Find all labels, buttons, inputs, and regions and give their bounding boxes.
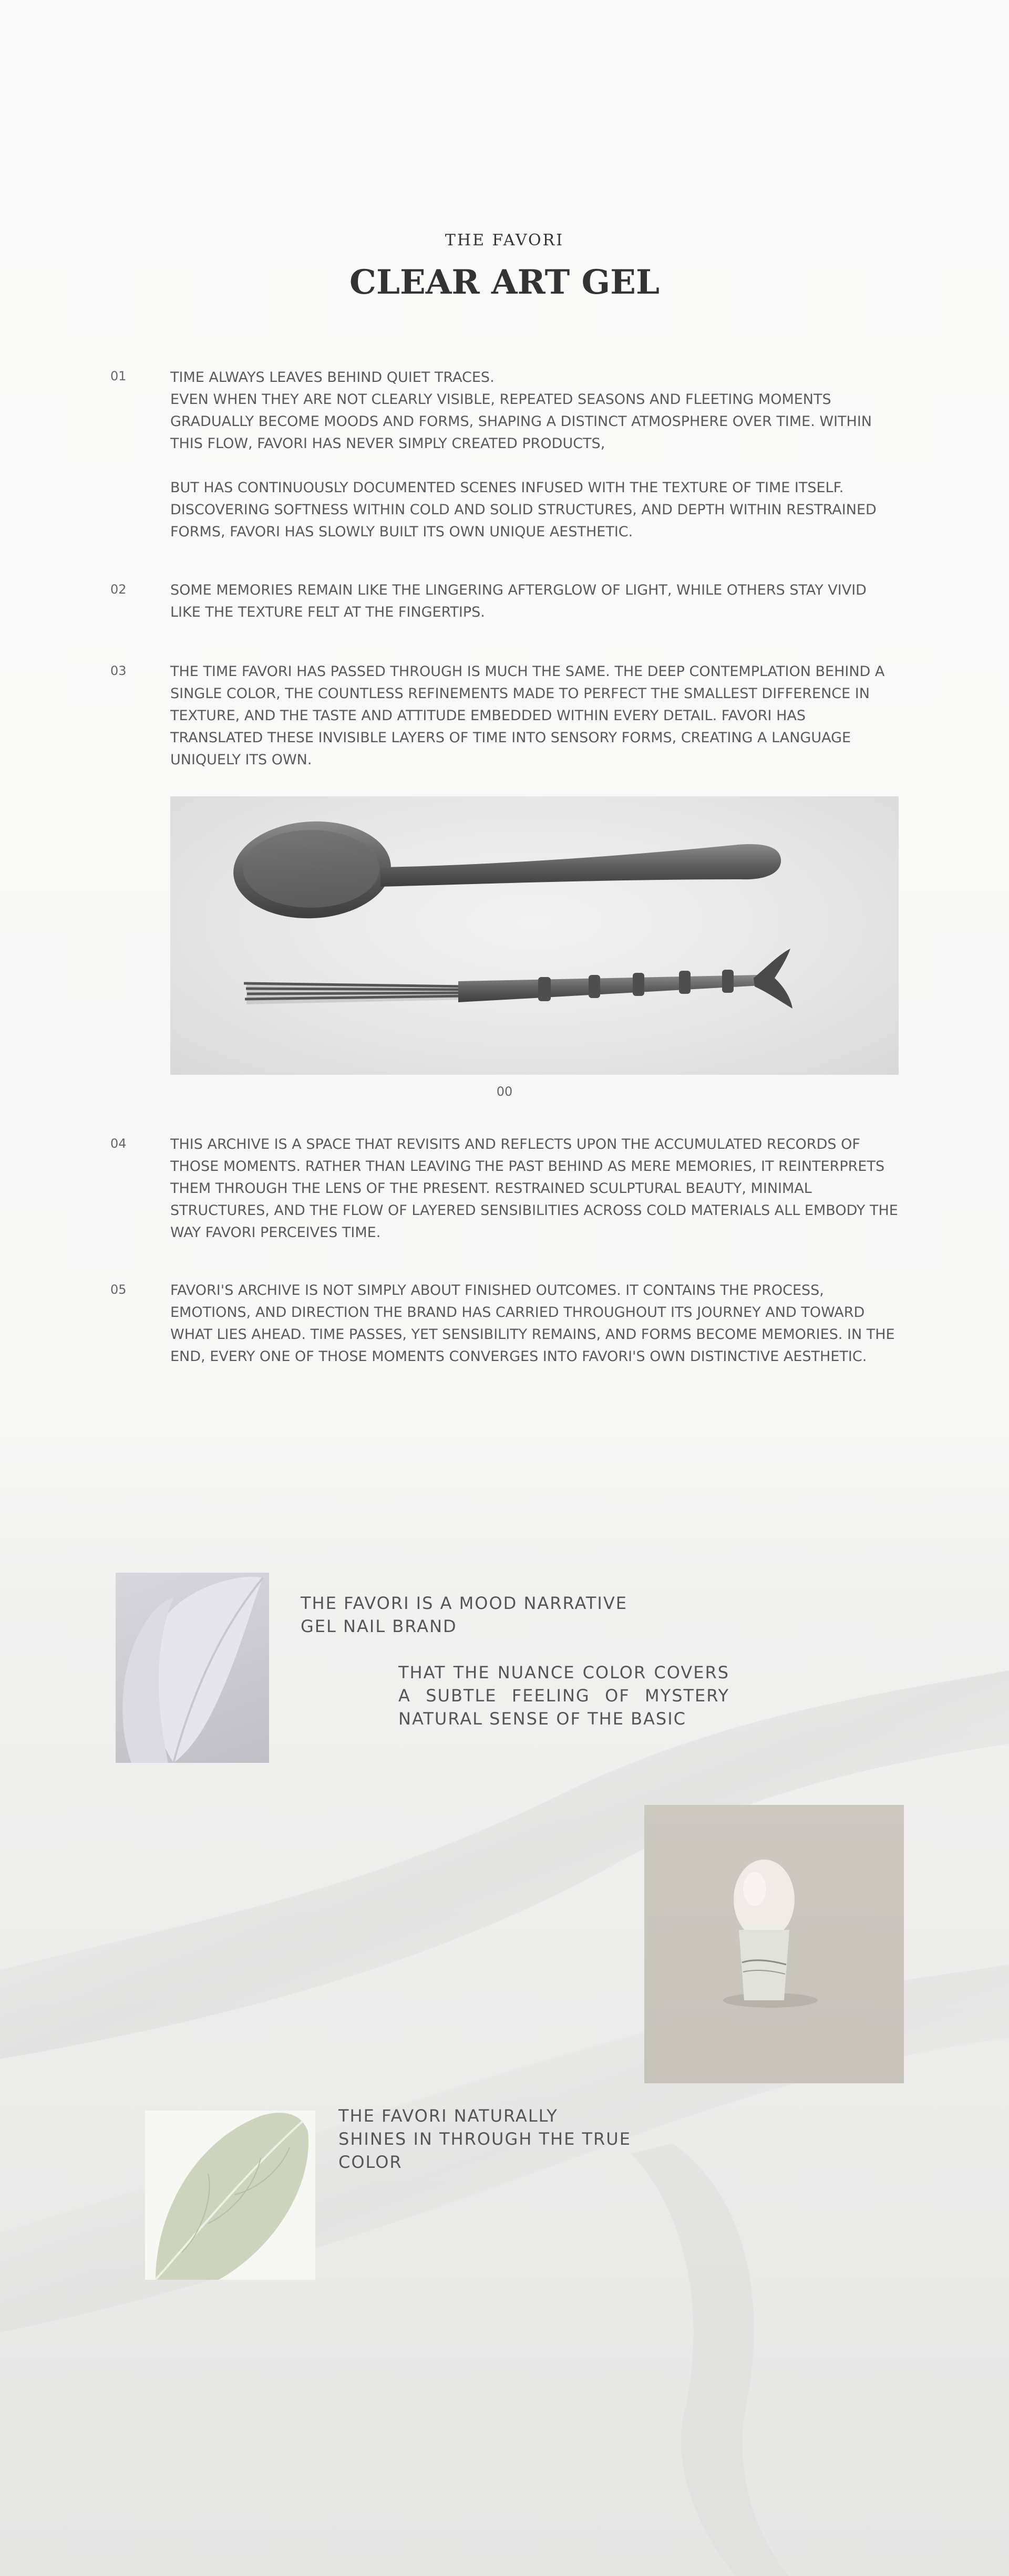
section-text: THIS ARCHIVE IS A SPACE THAT REVISITS AND REFLECTS UPON THE ACCUMULATED RECORDS OF THOSE MOMENTS. RATHER THAN LEAVING THE PAST BEHIND AS MERE MEMORIES, IT REINTERPRETS THEM THROUGH THE LENS OF THE PRESENT. RESTRAINED SCULPTURAL BEAUTY, MINIMAL STRUCTURES, AND THE FLOW OF LAYERED SENSIBILITIES ACROSS COLD MATERIALS ALL EMBODY THE WAY FAVORI PERCEIVES TIME.	[170, 1136, 898, 1241]
page-title: CLEAR ART GEL	[349, 263, 660, 302]
photo-caption: 00	[496, 1084, 513, 1099]
section-number: 05	[110, 1282, 127, 1297]
cutlery-photo	[170, 796, 899, 1075]
section-text: BUT HAS CONTINUOUSLY DOCUMENTED SCENES INFUSED WITH THE TEXTURE OF TIME ITSELF. DISCOVERING SOFTNESS WITHIN COLD AND SOLID STRUCTURES, AND DEPTH WITHIN RESTRAINED FORMS, FAVORI HAS SLOWLY BUILT ITS OWN UNIQUE AESTHETIC.	[170, 480, 877, 540]
mood-subtext: THAT THE NUANCE COLOR COVERS A SUBTLE FEELING OF MYSTERY NATURAL SENSE OF THE BASIC	[398, 1663, 729, 1729]
brand-label: THE FAVORI	[445, 231, 564, 250]
green-leaf-image	[145, 2111, 315, 2280]
section-text: TIME ALWAYS LEAVES BEHIND QUIET TRACES.	[170, 369, 495, 386]
shine-text: THE FAVORI NATURALLY SHINES IN THROUGH THE TRUE COLOR	[338, 2106, 631, 2172]
spoon-and-fork-image	[170, 796, 899, 1075]
textured-leaf-image	[116, 1573, 269, 1763]
egg-in-cup-photo	[644, 1805, 904, 2083]
section-number: 01	[110, 369, 127, 383]
section-number: 02	[110, 582, 127, 597]
section-text: THE TIME FAVORI HAS PASSED THROUGH IS MUCH THE SAME. THE DEEP CONTEMPLATION BEHIND A SINGLE COLOR, THE COUNTLESS REFINEMENTS MADE TO PERFECT THE SMALLEST DIFFERENCE IN TEXTURE, AND THE TASTE AND ATTITUDE EMBEDDED WITHIN EVERY DETAIL. FAVORI HAS TRANSLATED THESE INVISIBLE LAYERS OF TIME INTO SENSORY FORMS, CREATING A LANGUAGE UNIQUELY ITS OWN.	[170, 663, 885, 768]
mood-headline: THE FAVORI IS A MOOD NARRATIVE GEL NAIL BRAND	[301, 1593, 627, 1636]
section-number: 04	[110, 1136, 127, 1151]
section-number: 03	[110, 663, 127, 678]
green-leaf-photo	[145, 2111, 315, 2280]
section-text: EVEN WHEN THEY ARE NOT CLEARLY VISIBLE, REPEATED SEASONS AND FLEETING MOMENTS GRADUALLY BECOME MOODS AND FORMS, SHAPING A DISTINCT ATMOSPHERE OVER TIME. WITHIN THIS FLOW, FAVORI HAS NEVER SIMPLY CREATED PRODUCTS,	[170, 391, 872, 452]
textured-leaf-photo	[116, 1573, 269, 1763]
section-text: FAVORI'S ARCHIVE IS NOT SIMPLY ABOUT FINISHED OUTCOMES. IT CONTAINS THE PROCESS, EMOTIONS, AND DIRECTION THE BRAND HAS CARRIED THROUGHOUT ITS JOURNEY AND TOWARD WHAT LIES AHEAD. TIME PASSES, YET SENSIBILITY REMAINS, AND FORMS BECOME MEMORIES. IN THE END, EVERY ONE OF THOSE MOMENTS CONVERGES INTO FAVORI'S OWN DISTINCTIVE AESTHETIC.	[170, 1282, 895, 1365]
section-text: SOME MEMORIES REMAIN LIKE THE LINGERING AFTERGLOW OF LIGHT, WHILE OTHERS STAY VIVID LIKE THE TEXTURE FELT AT THE FINGERTIPS.	[170, 582, 867, 620]
egg-image	[644, 1805, 904, 2083]
